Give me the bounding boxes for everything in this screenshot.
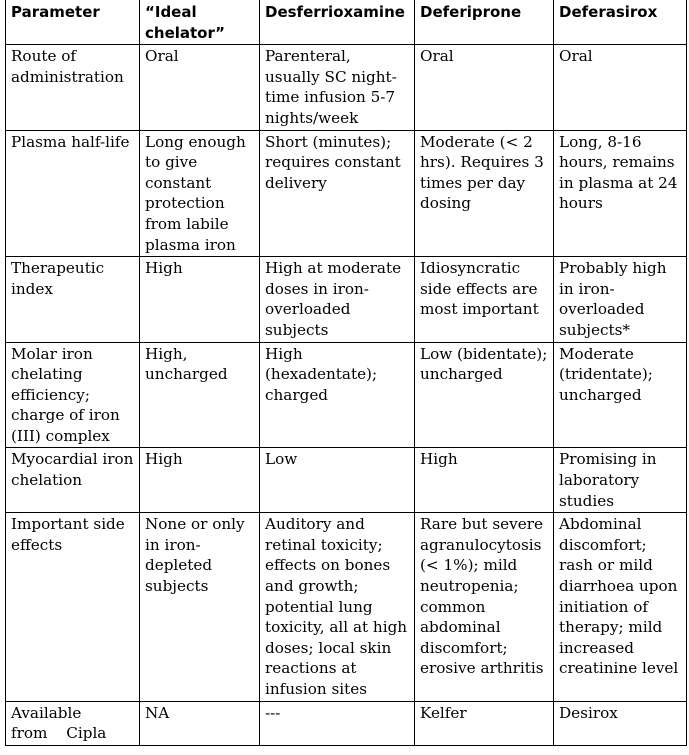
- cell-desferrioxamine: High at moderate doses in iron-overloaded subjects: [260, 257, 415, 342]
- cell-deferasirox: Abdominal discomfort; rash or mild diarrhoea upon initiation of therapy; mild increased creatinine level: [554, 513, 687, 701]
- cell-deferiprone: High: [415, 448, 554, 513]
- cell-deferiprone: Kelfer: [415, 701, 554, 745]
- chelator-comparison-table: [5, 0, 687, 746]
- cell-parameter: Plasma half-life: [6, 130, 140, 257]
- cell-parameter: Myocardial iron chelation: [6, 448, 140, 513]
- cell-desferrioxamine: High (hexadentate); charged: [260, 342, 415, 448]
- cell-ideal: High: [140, 257, 260, 342]
- header-parameter: Parameter: [6, 0, 140, 45]
- header-ideal-chelator: “Ideal chelator”: [140, 0, 260, 45]
- cell-deferiprone: Oral: [415, 45, 554, 130]
- table-row: [6, 342, 687, 448]
- cell-ideal: High, uncharged: [140, 342, 260, 448]
- cell-parameter: Important side effects: [6, 513, 140, 701]
- table-row: [6, 448, 687, 513]
- cell-desferrioxamine: Parenteral, usually SC night-time infusion 5-7 nights/week: [260, 45, 415, 130]
- cell-deferasirox: Promising in laboratory studies: [554, 448, 687, 513]
- table-row: [6, 701, 687, 745]
- cell-deferasirox: Long, 8-16 hours, remains in plasma at 24 hours: [554, 130, 687, 257]
- cell-parameter: Molar iron chelating efficiency; charge of iron (III) complex: [6, 342, 140, 448]
- cell-parameter: Therapeutic index: [6, 257, 140, 342]
- header-deferiprone: Deferiprone: [415, 0, 554, 45]
- cell-deferasirox: Desirox: [554, 701, 687, 745]
- cell-deferiprone: Moderate (< 2 hrs). Requires 3 times per day dosing: [415, 130, 554, 257]
- cell-desferrioxamine: Auditory and retinal toxicity; effects on bones and growth; potential lung toxicity, all at high doses; local skin reactions at infusion sites: [260, 513, 415, 701]
- cell-ideal: None or only in iron-depleted subjects: [140, 513, 260, 701]
- cell-deferasirox: Moderate (tridentate); uncharged: [554, 342, 687, 448]
- cell-deferiprone: Rare but severe agranulocytosis (< 1%); mild neutropenia; common abdominal discomfort; erosive arthritis: [415, 513, 554, 701]
- table-row: [6, 257, 687, 342]
- table-row: [6, 513, 687, 701]
- cell-parameter: Route of administration: [6, 45, 140, 130]
- cell-ideal: Oral: [140, 45, 260, 130]
- cell-deferasirox: Probably high in iron-overloaded subjects*: [554, 257, 687, 342]
- cell-deferiprone: Idiosyncratic side effects are most important: [415, 257, 554, 342]
- cell-desferrioxamine: Low: [260, 448, 415, 513]
- cell-desferrioxamine: ---: [260, 701, 415, 745]
- header-deferasirox: Deferasirox: [554, 0, 687, 45]
- cell-desferrioxamine: Short (minutes); requires constant delivery: [260, 130, 415, 257]
- header-desferrioxamine: Desferrioxamine: [260, 0, 415, 45]
- cell-ideal: NA: [140, 701, 260, 745]
- table-row: [6, 45, 687, 130]
- table-row: [6, 130, 687, 257]
- cell-deferiprone: Low (bidentate); uncharged: [415, 342, 554, 448]
- cell-ideal: Long enough to give constant protection from labile plasma iron: [140, 130, 260, 257]
- header-row: [6, 0, 687, 45]
- cell-deferasirox: Oral: [554, 45, 687, 130]
- cell-parameter: Available from Cipla: [6, 701, 140, 745]
- cell-ideal: High: [140, 448, 260, 513]
